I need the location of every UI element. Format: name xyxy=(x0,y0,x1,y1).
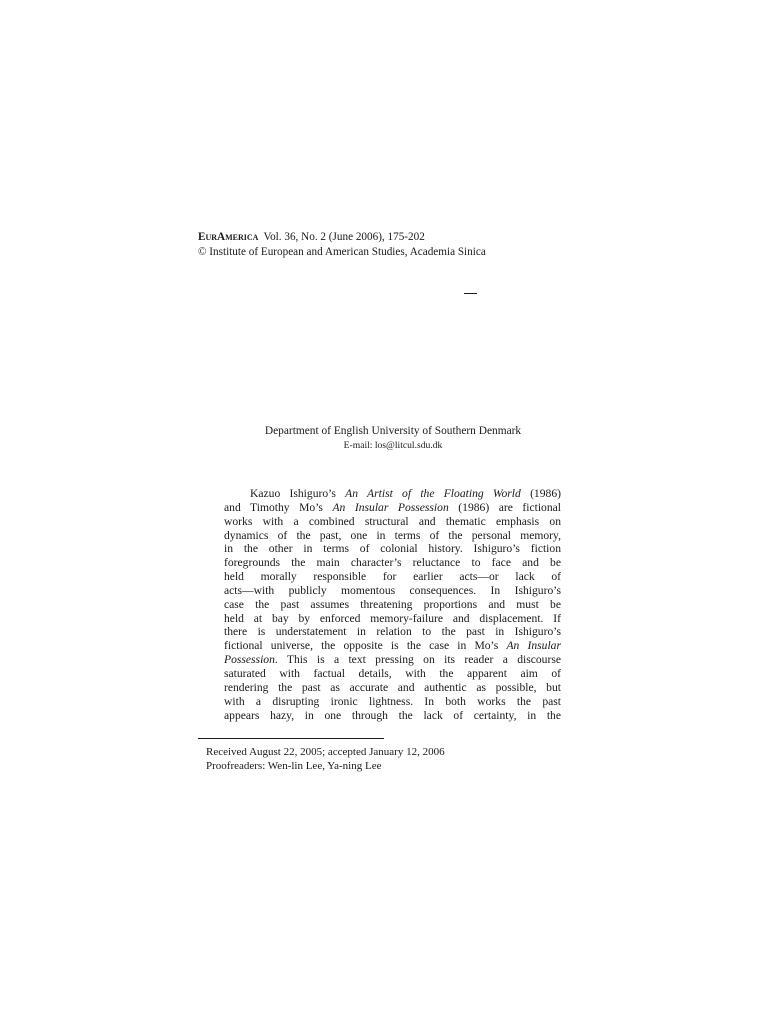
footnote-rule xyxy=(198,738,384,739)
abstract-line xyxy=(224,515,561,529)
abstract-line xyxy=(224,612,561,626)
abstract-text: with a disrupting ironic lightness. In both works the past xyxy=(224,694,561,708)
abstract-text: works with a combined structural and thematic emphasis on xyxy=(224,514,561,528)
abstract-text: held at bay by enforced memory-failure and displacement. If xyxy=(224,611,561,625)
journal-name: EurAmerica xyxy=(198,231,259,243)
abstract-line xyxy=(224,653,561,667)
title-dash-mark xyxy=(464,293,477,294)
received-dates: Received August 22, 2005; accepted January 12, 2006 xyxy=(206,746,445,758)
department: Department of English University of Southern Denmark xyxy=(264,425,522,437)
abstract-line xyxy=(224,487,561,501)
journal-header xyxy=(198,230,486,260)
abstract-text: (1986) xyxy=(520,487,561,500)
abstract-line xyxy=(224,542,561,556)
abstract-text: fictional universe, the opposite is the case in Mo’s xyxy=(224,639,507,653)
abstract-line xyxy=(224,570,561,584)
abstract xyxy=(224,487,561,722)
abstract-text: held morally responsible for earlier acts—or lack of xyxy=(224,570,561,584)
abstract-line xyxy=(224,584,561,598)
abstract-text: (1986) are fictional xyxy=(448,500,562,514)
italic-title: Possession xyxy=(224,653,275,667)
abstract-line xyxy=(224,556,561,570)
abstract-text: . This is a text pressing on its reader a discourse xyxy=(274,653,561,667)
abstract-text: saturated with factual details, with the apparent aim of xyxy=(224,666,561,680)
abstract-line xyxy=(224,625,561,639)
abstract-line xyxy=(224,695,561,709)
abstract-text: foregrounds the main character’s reluctance to face and be xyxy=(224,556,561,570)
abstract-line xyxy=(224,667,561,681)
abstract-text: Kazuo Ishiguro’s xyxy=(250,487,346,500)
abstract-text: acts—with publicly momentous consequences. In Ishiguro’s xyxy=(224,583,561,597)
abstract-text: rendering the past as accurate and authentic as possible, but xyxy=(224,680,561,694)
citation-line xyxy=(198,230,486,245)
abstract-text: and Timothy Mo’s xyxy=(224,500,333,514)
proofreaders: Proofreaders: Wen-lin Lee, Ya-ning Lee xyxy=(206,760,382,772)
author-affiliation xyxy=(198,424,588,452)
abstract-text: there is understatement in relation to the past in Ishiguro’s xyxy=(224,625,561,639)
abstract-line xyxy=(224,598,561,612)
abstract-line xyxy=(224,709,561,723)
abstract-text: dynamics of the past, one in terms of the personal memory, xyxy=(224,528,561,542)
abstract-line xyxy=(224,681,561,695)
abstract-text: in the other in terms of colonial history. Ishiguro’s fiction xyxy=(224,542,561,556)
italic-title: An Artist of the Floating World xyxy=(345,487,521,500)
abstract-text: appears hazy, in one through the lack of certainty, in the xyxy=(224,708,561,722)
abstract-line xyxy=(224,639,561,653)
abstract-line xyxy=(224,529,561,543)
footnote xyxy=(206,745,445,773)
italic-title: An Insular Possession xyxy=(332,500,449,514)
email-address: E-mail: los@litcul.sdu.dk xyxy=(343,440,443,451)
copyright-line: © Institute of European and American Studies, Academia Sinica xyxy=(198,246,486,258)
citation: Vol. 36, No. 2 (June 2006), 175-202 xyxy=(263,231,425,243)
italic-title: An Insular xyxy=(506,639,561,653)
abstract-line xyxy=(224,501,561,515)
abstract-text: case the past assumes threatening proportions and must be xyxy=(224,597,561,611)
